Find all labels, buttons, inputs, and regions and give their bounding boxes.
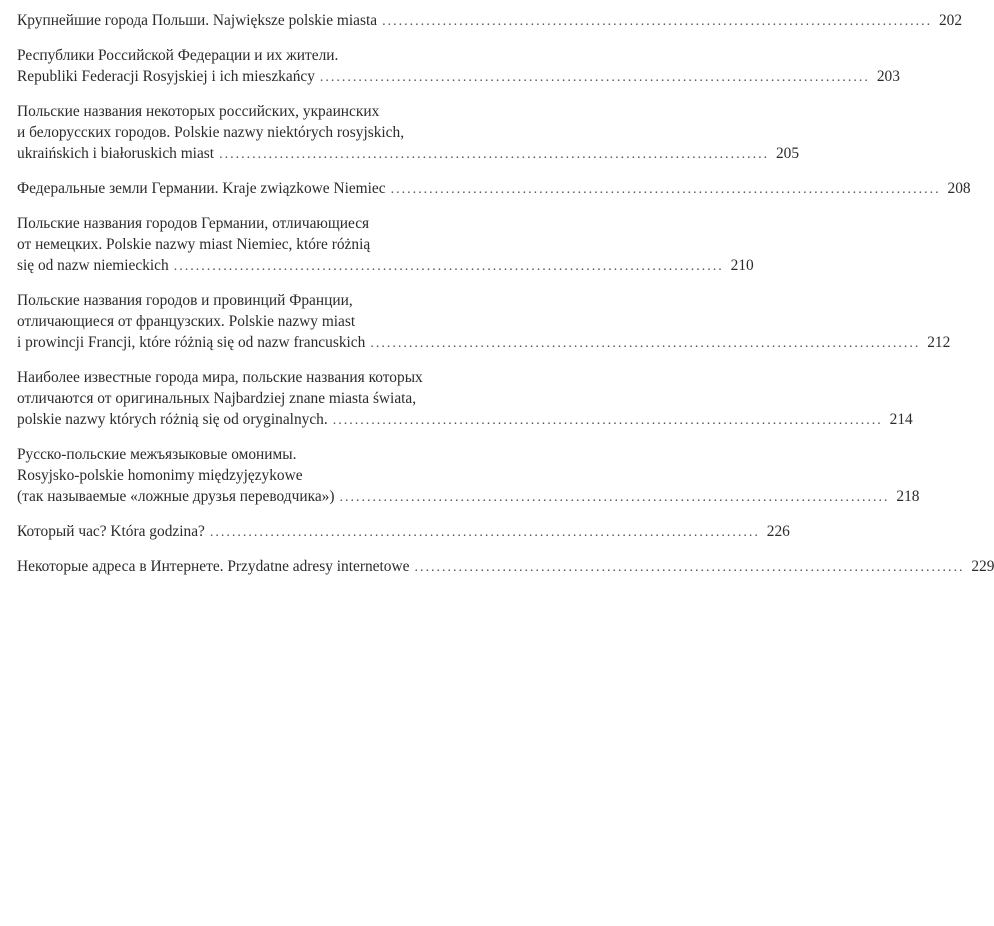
toc-entry-title: Некоторые адреса в Интернете. Przydatne adresy internetowe [17, 558, 410, 575]
toc-entry-last-line [17, 66, 900, 88]
toc-entry-last-line [17, 556, 994, 578]
dot-leader: .................................................................................................... [390, 182, 941, 197]
toc-entry-last-line [17, 332, 951, 354]
toc-entry[interactable] [17, 178, 971, 200]
toc-page-number: 214 [889, 411, 913, 428]
toc-entry[interactable] [17, 101, 800, 165]
toc-entry-title: Республики Российской Федерации и их жители. [17, 47, 339, 64]
dot-leader: .................................................................................................... [370, 336, 921, 351]
toc-entry-title: Republiki Federacji Rosyjskiej i ich mieszkańcy [17, 68, 315, 85]
toc-entry[interactable] [17, 45, 900, 88]
toc-entry-title: Русско-польские межъязыковые омонимы. [17, 446, 297, 463]
toc-entry-title: się od nazw niemieckich [17, 257, 169, 274]
toc-page-number: 203 [876, 68, 900, 85]
dot-leader: .................................................................................................... [332, 413, 883, 428]
toc-entry-last-line [17, 521, 790, 543]
toc-entry-title: и белорусских городов. Polskie nazwy niektórych rosyjskich, [17, 124, 405, 141]
dot-leader: .................................................................................................... [414, 560, 965, 575]
toc-entry-title: Который час? Która godzina? [17, 523, 205, 540]
toc-page-number: 212 [927, 334, 951, 351]
dot-leader: .................................................................................................... [219, 147, 770, 162]
toc-entry[interactable] [17, 213, 754, 277]
toc-entry-title: (так называемые «ложные друзья переводчика») [17, 488, 335, 505]
toc-entry[interactable] [17, 521, 790, 543]
dot-leader: .................................................................................................... [319, 70, 870, 85]
toc-entry-title: отличающиеся от французских. Polskie nazwy miast [17, 313, 356, 330]
dot-leader: .................................................................................................... [382, 14, 933, 29]
toc-entry-last-line [17, 409, 913, 431]
toc-page-number: 218 [896, 488, 920, 505]
toc-entry[interactable] [17, 10, 963, 32]
toc-page-number: 210 [730, 257, 754, 274]
toc-entry-title: Польские названия городов Германии, отличающиеся [17, 215, 370, 232]
toc-page-number: 226 [766, 523, 790, 540]
dot-leader: .................................................................................................... [339, 490, 890, 505]
toc-entry-title: от немецких. Polskie nazwy miast Niemiec, które różnią [17, 236, 371, 253]
toc-entry-title: ukraińskich i białoruskich miast [17, 145, 215, 162]
toc-entry-title: Rosyjsko-polskie homonimy międzyjęzykowe [17, 467, 303, 484]
toc-entry[interactable] [17, 290, 951, 354]
toc-entry[interactable] [17, 367, 913, 431]
dot-leader: .................................................................................................... [209, 525, 760, 540]
toc-entry-title: Польские названия городов и провинций Франции, [17, 292, 353, 309]
toc-entry-title: Польские названия некоторых российских, украинских [17, 103, 380, 120]
toc-entry-title: Крупнейшие города Польши. Największe polskie miasta [17, 12, 378, 29]
toc-entry-title: Наиболее известные города мира, польские названия которых [17, 369, 423, 386]
toc-entry-title: polskie nazwy których różnią się od oryginalnych. [17, 411, 328, 428]
dot-leader: .................................................................................................... [173, 259, 724, 274]
toc-page-number: 205 [775, 145, 800, 162]
toc-page-number: 229 [971, 558, 994, 575]
toc-entry-title: отличаются от оригинальных Najbardziej znane miasta świata, [17, 390, 417, 407]
toc-entry-last-line [17, 178, 971, 200]
toc-entry[interactable] [17, 444, 920, 508]
toc-entry-last-line [17, 255, 754, 277]
toc-page-number: 208 [947, 180, 971, 197]
toc-entry-last-line [17, 143, 800, 165]
toc-entry-last-line [17, 10, 963, 32]
toc-entry-last-line [17, 486, 920, 508]
toc-entry-title: i prowincji Francji, które różnią się od nazw francuskich [17, 334, 366, 351]
toc-entry-title: Федеральные земли Германии. Kraje związkowe Niemiec [17, 180, 386, 197]
toc-page-number: 202 [938, 12, 963, 29]
table-of-contents [17, 10, 994, 591]
toc-entry[interactable] [17, 556, 994, 578]
